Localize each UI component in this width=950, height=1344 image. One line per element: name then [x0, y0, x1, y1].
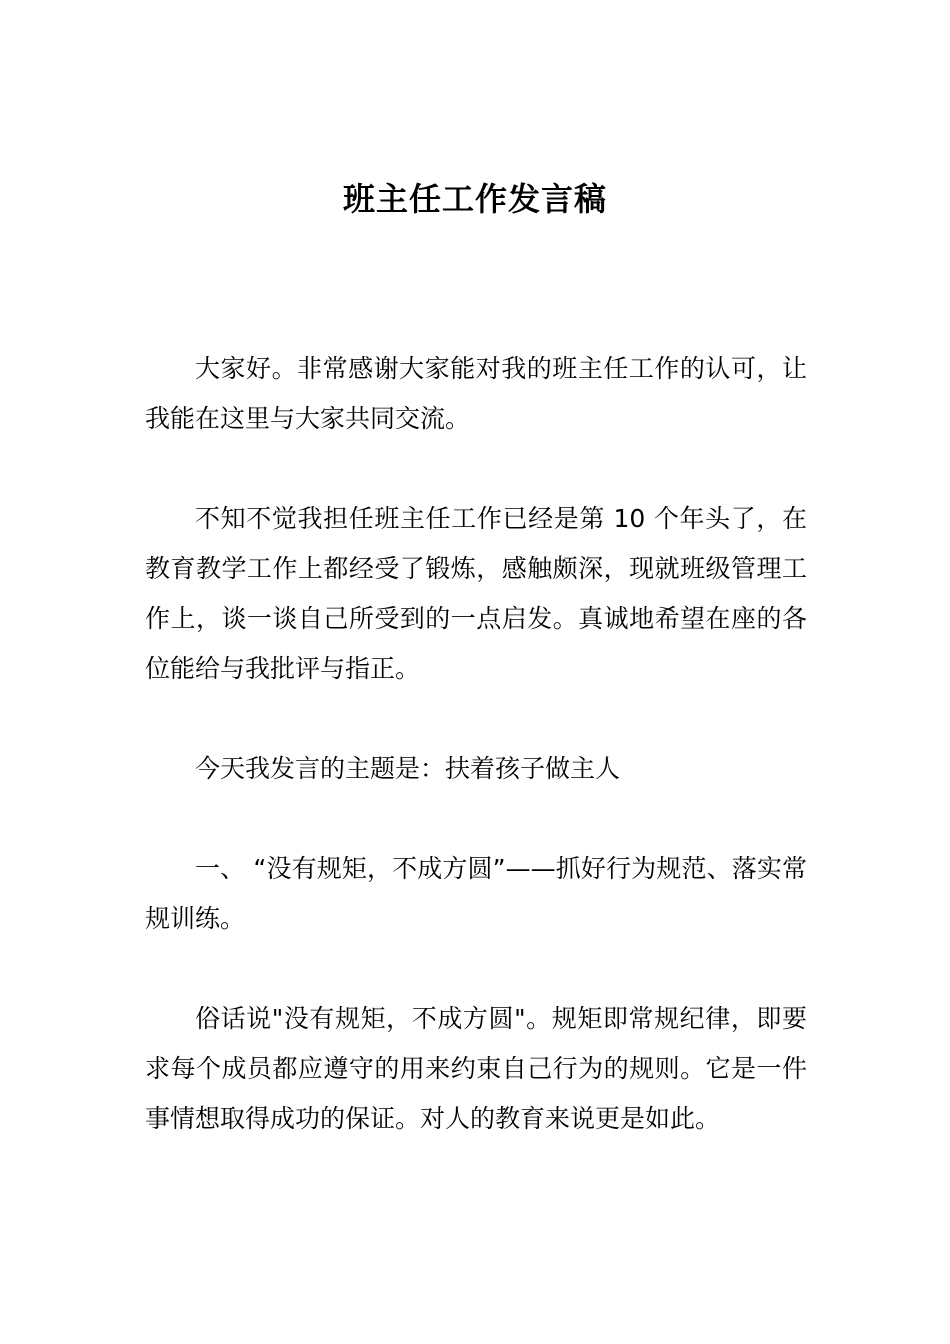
- document-title: 班主任工作发言稿: [342, 180, 607, 219]
- section-heading-1: 一、 “没有规矩，不成方圆”——抓好行为规范、落实常规训练。: [145, 854, 807, 933]
- paragraph-theme: 今天我发言的主题是：扶着孩子做主人: [195, 754, 621, 783]
- document-body: [145, 344, 807, 1194]
- paragraph-greeting: 大家好。非常感谢大家能对我的班主任工作的认可，让我能在这里与大家共同交流。: [145, 354, 807, 433]
- paragraph-introduction: 不知不觉我担任班主任工作已经是第 10 个年头了，在教育教学工作上都经受了锻炼，感触颇深，现就班级管理工作上，谈一谈自己所受到的一点启发。真诚地希望在座的各位能给与我批评与指正。: [145, 504, 807, 683]
- paragraph-rules: 俗话说"没有规矩，不成方圆"。规矩即常规纪律，即要求每个成员都应遵守的用来约束自己行为的规则。它是一件事情想取得成功的保证。对人的教育来说更是如此。: [145, 1004, 807, 1133]
